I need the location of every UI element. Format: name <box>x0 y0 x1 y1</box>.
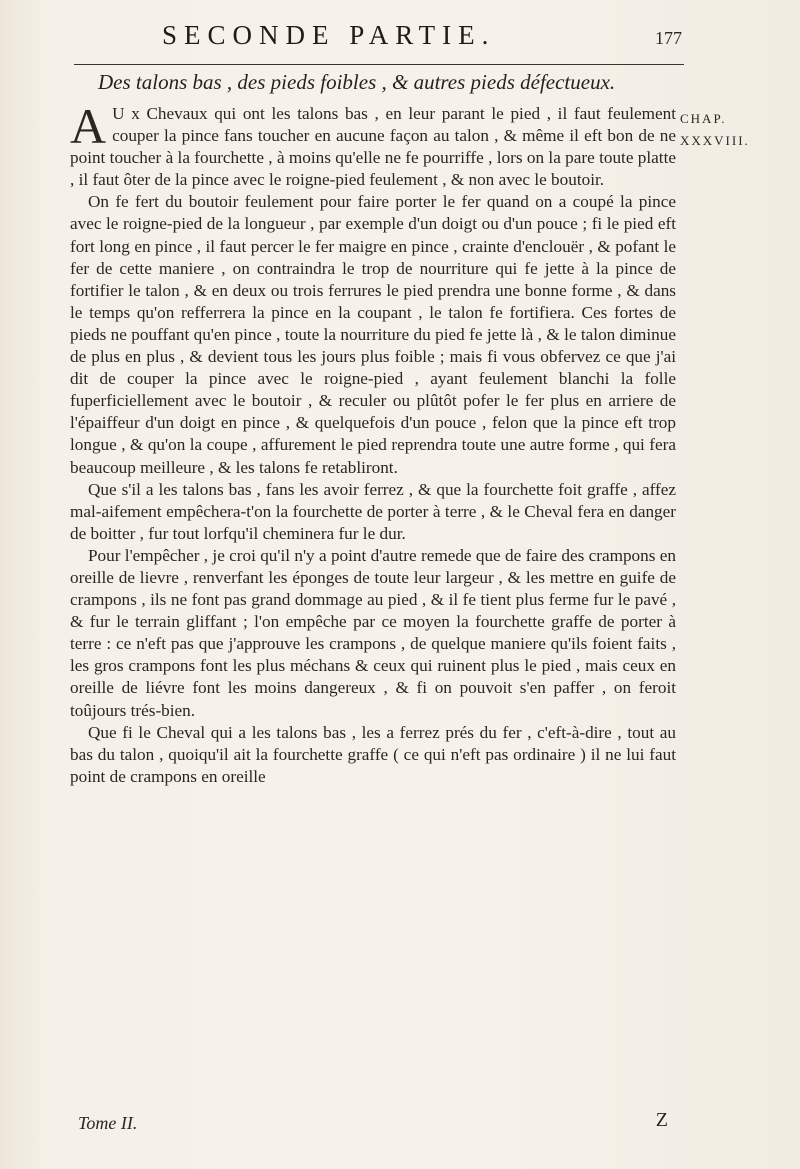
tome-label: Tome II. <box>78 1113 138 1133</box>
paragraph-1-text: U x Chevaux qui ont les talons bas , en leur parant le pied , il faut feulement couper la pince fans toucher en aucune façon au talon , & même il eft bon de ne point toucher à la fourchette , à moins qu'elle ne fe pourriffe , lors on la pare toute platte , il faut ôter de la pince avec le roigne-pied feulement , & non avec le boutoir. <box>70 104 676 190</box>
header-rule <box>74 64 684 65</box>
page-footer <box>78 1109 668 1143</box>
section-title: Des talons bas , des pieds foibles , & autres pieds défectueux. <box>98 70 616 94</box>
signature-mark: Z <box>655 1109 668 1131</box>
page-number: 177 <box>655 28 682 48</box>
margin-note-chapter-number: XXXVIII. <box>680 133 750 148</box>
margin-note-chapter-label: CHAP. <box>680 111 727 126</box>
drop-cap: A <box>70 98 107 154</box>
body-text <box>70 98 676 788</box>
paragraph-1 <box>70 98 676 191</box>
paragraph-2: On fe fert du boutoir feulement pour faire porter le fer quand on a coupé la pince avec le roigne-pied de la longueur , par exemple d'un doigt ou d'un pouce ; fi le pied eft fort long en pince , il faut percer le fer maigre en pince , crainte d'enclouër , & pofant le fer de cette maniere , on contraindra le trop de nourriture qui fe jette à la pince de fortifier le talon , & en deux ou trois ferrures le pied prendra une bonne forme , & dans le temps qu'on refferrera la pince en la coupant , le talon fe fortifiera. Ces fortes de pieds ne pouffant qu'en pince , toute la nourriture du pied fe jette là , & le talon diminue de plus en plus , & devient tous les jours plus foible ; mais fi vous obfervez ce que j'ai dit de couper la pince avec le roigne-pied , ayant feulement blanchi la folle fuperficiellement avec le boutoir , & reculer ou plûtôt pofer le fer plus en arriere de l'épaiffeur d'un doigt en pince , & quelquefois d'un pouce , felon que la pince eft trop longue , & qu'on la coupe , affurement le pied reprendra toute une autre forme , qui fera beaucoup meilleure , & les talons fe retabliront. <box>70 192 676 477</box>
paragraph-5: Que fi le Cheval qui a les talons bas , les a ferrez prés du fer , c'eft-à-dire , tout au bas du talon , quoiqu'il ait la fourchette graffe ( ce qui n'eft pas ordinaire ) il ne lui faut point de crampons en oreille <box>70 722 676 786</box>
page-header <box>162 20 682 60</box>
paragraph-3: Que s'il a les talons bas , fans les avoir ferrez , & que la fourchette foit graffe , affez mal-aifement empêchera-t'on la fourchette de porter à terre , & le Cheval fera en danger de boitter , fur tout lorfqu'il cheminera fur le dur. <box>70 479 676 543</box>
running-head: SECONDE PARTIE. <box>162 20 496 50</box>
paragraph-4: Pour l'empêcher , je croi qu'il n'y a point d'autre remede que de faire des crampons en oreille de lievre , renverfant les éponges de toute leur largeur , & les mettre en guife de crampons , ils ne font pas grand dommage au pied , & il fe tient plus ferme fur le pavé , & fur le terrain gliffant ; l'on empêche par ce moyen la fourchette graffe de porter à terre : ce n'eft pas que j'approuve les crampons , de quelque maniere qu'ils foient faits , les gros crampons font les plus méchans & ceux qui ruinent plus le pied , mais ceux en oreille de liévre font les moins dangereux , & fi on pouvoit s'en paffer , on feroit toûjours trés-bien. <box>70 545 676 720</box>
